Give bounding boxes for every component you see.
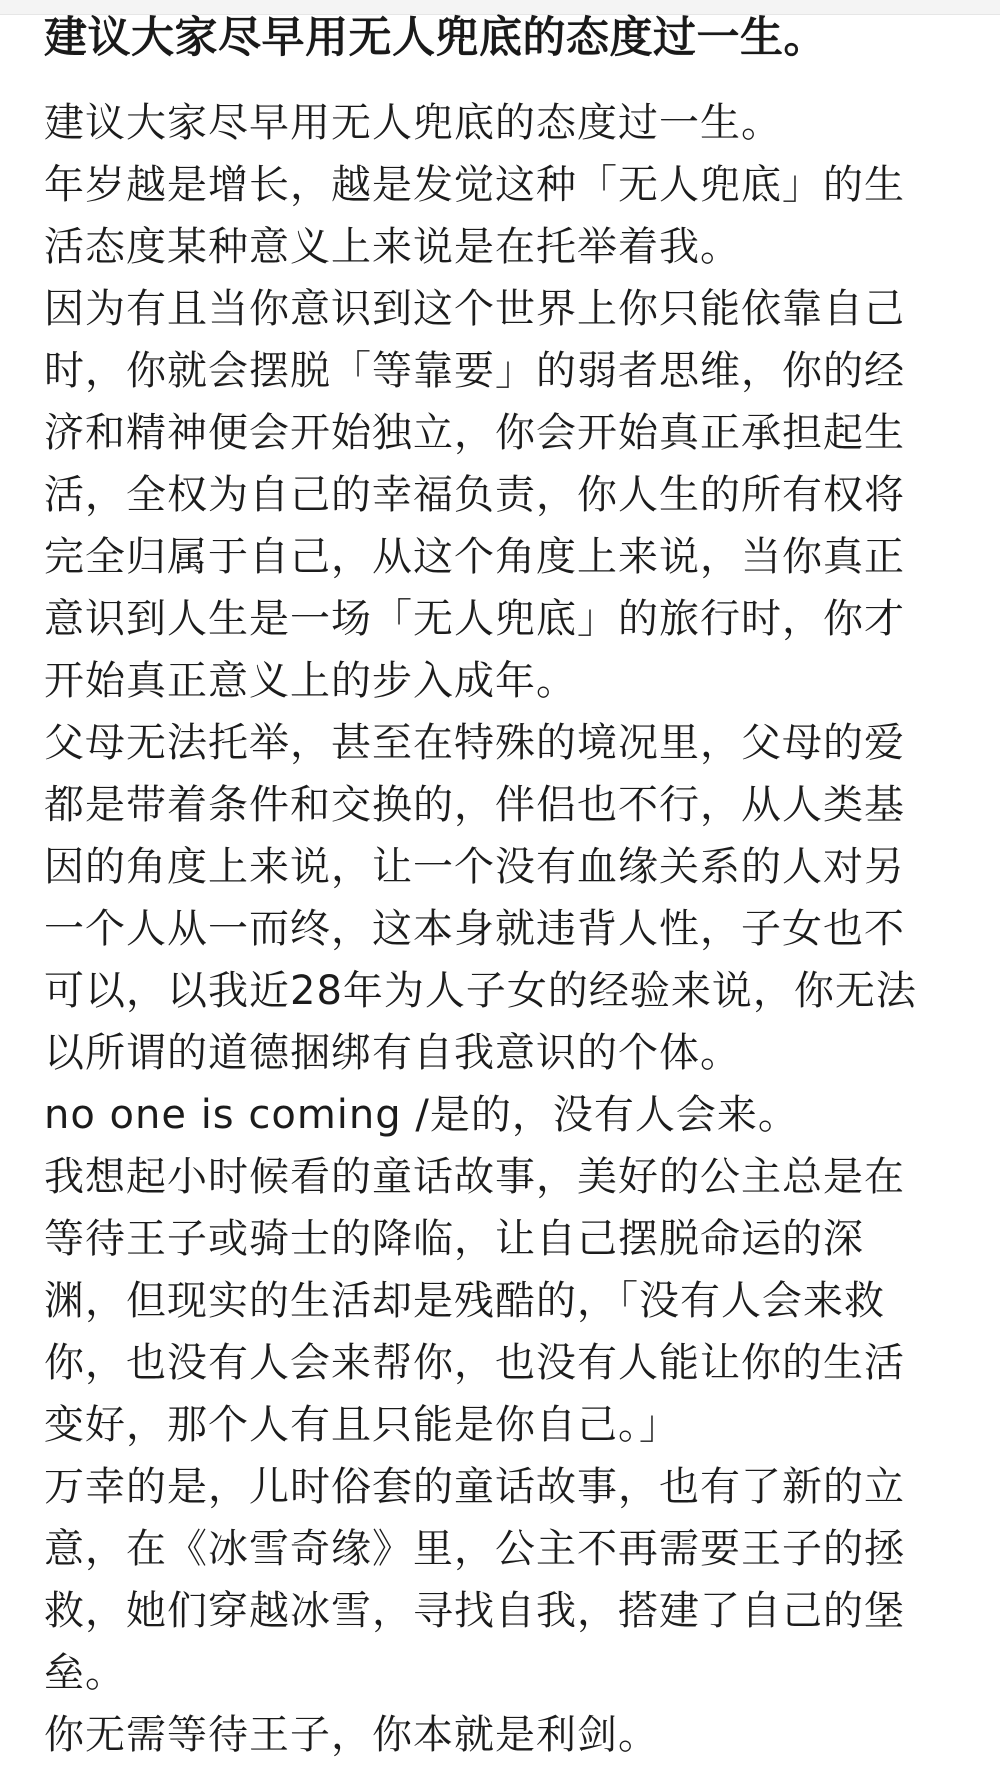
article-body (44, 92, 944, 1766)
paragraph: 年岁越是增长，越是发觉这种「无人兜底」的生 活态度某种意义上来说是在托举着我。 (44, 162, 905, 270)
article (44, 0, 944, 1766)
paragraph: 因为有且当你意识到这个世界上你只能依靠自己 时，你就会摆脱「等靠要」的弱者思维，你的经 济和精神便会开始独立，你会开始真正承担起生 活，全权为自己的幸福负责，你人生的所有权将 完全归属于自己，从这个角度上来说，当你真正 意识到人生是一场「无人兜底」的旅行时，你才 开始真正意义上的步入成年。 (44, 286, 905, 704)
paragraph: 建议大家尽早用无人兜底的态度过一生。 (44, 100, 782, 146)
paragraph: 我想起小时候看的童话故事，美好的公主总是在 等待王子或骑士的降临，让自己摆脱命运的深 渊，但现实的生活却是残酷的，「没有人会来救 你，也没有人会来帮你，也没有人能让你的生活 变好，那个人有且只能是你自己。」 (44, 1154, 905, 1448)
paragraph: 你无需等待王子，你本就是利剑。 (44, 1712, 659, 1758)
paragraph: 万幸的是，儿时俗套的童话故事，也有了新的立 意，在《冰雪奇缘》里，公主不再需要王子的拯 救，她们穿越冰雪，寻找自我，搭建了自己的堡 垒。 (44, 1464, 905, 1696)
article-title: 建议大家尽早用无人兜底的态度过一生。 (44, 13, 827, 63)
paragraph: 父母无法托举，甚至在特殊的境况里，父母的爱 都是带着条件和交换的，伴侣也不行，从人类基 因的角度上来说，让一个没有血缘关系的人对另 一个人从一而终，这本身就违背人性，子女也不 可以，以我近28年为人子女的经验来说，你无法 以所谓的道德捆绑有自我意识的个体。 (44, 720, 917, 1076)
paragraph: no one is coming /是的，没有人会来。 (44, 1092, 799, 1138)
